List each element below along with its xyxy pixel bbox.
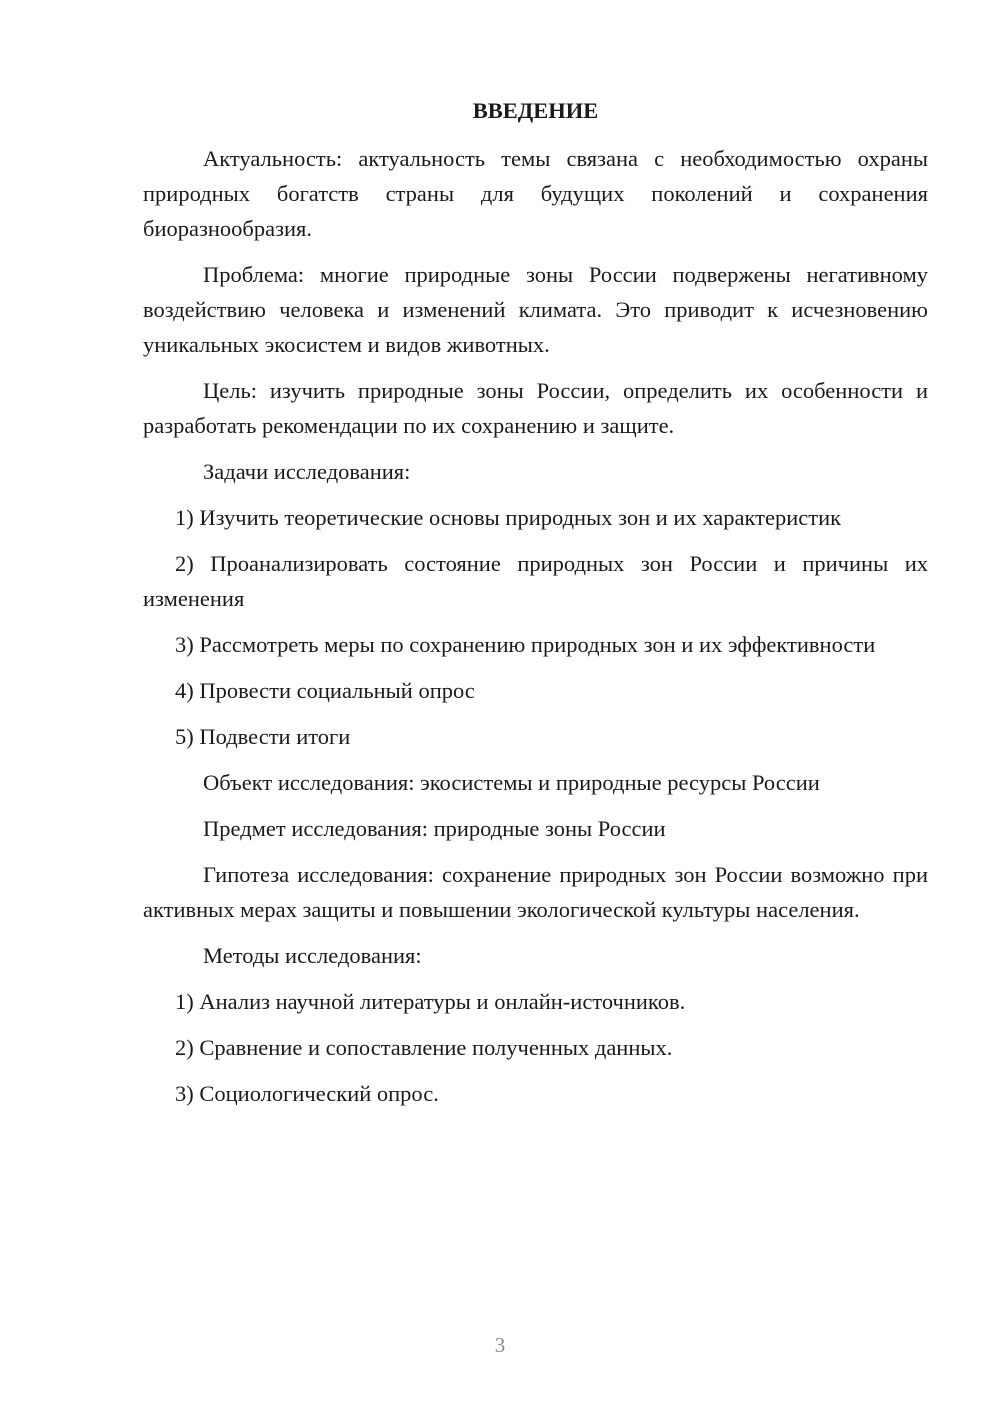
task-item: 1) Изучить теоретические основы природных зон и их характеристик xyxy=(175,505,842,530)
method-item: 3) Социологический опрос. xyxy=(175,1081,439,1106)
document-page xyxy=(143,93,928,1122)
task-item: 2) Проанализировать состояние природных зон России и причины их изменения xyxy=(143,551,928,611)
object-paragraph: Объект исследования: экосистемы и природные ресурсы России xyxy=(203,770,820,795)
task-item: 3) Рассмотреть меры по сохранению природных зон и их эффективности xyxy=(175,632,876,657)
page-number: 3 xyxy=(494,1333,506,1357)
methods-heading: Методы исследования: xyxy=(203,943,422,968)
task-item: 5) Подвести итоги xyxy=(175,724,351,749)
tasks-heading: Задачи исследования: xyxy=(203,459,411,484)
task-item: 4) Провести социальный опрос xyxy=(175,678,475,703)
method-item: 2) Сравнение и сопоставление полученных данных. xyxy=(175,1035,673,1060)
subject-paragraph: Предмет исследования: природные зоны России xyxy=(203,816,666,841)
problem-paragraph: Проблема: многие природные зоны России подвержены негативному воздействию человека и изменений климата. Это приводит к исчезновению уникальных экосистем и видов животных. xyxy=(143,262,928,357)
relevance-paragraph: Актуальность: актуальность темы связана с необходимостью охраны природных богатств страны для будущих поколений и сохранения биоразнообразия. xyxy=(143,146,928,241)
page-title: ВВЕДЕНИЕ xyxy=(472,98,599,123)
hypothesis-paragraph: Гипотеза исследования: сохранение природных зон России возможно при активных мерах защиты и повышении экологической культуры населения. xyxy=(143,862,928,922)
goal-paragraph: Цель: изучить природные зоны России, определить их особенности и разработать рекомендации по их сохранению и защите. xyxy=(143,378,928,438)
method-item: 1) Анализ научной литературы и онлайн-источников. xyxy=(175,989,686,1014)
